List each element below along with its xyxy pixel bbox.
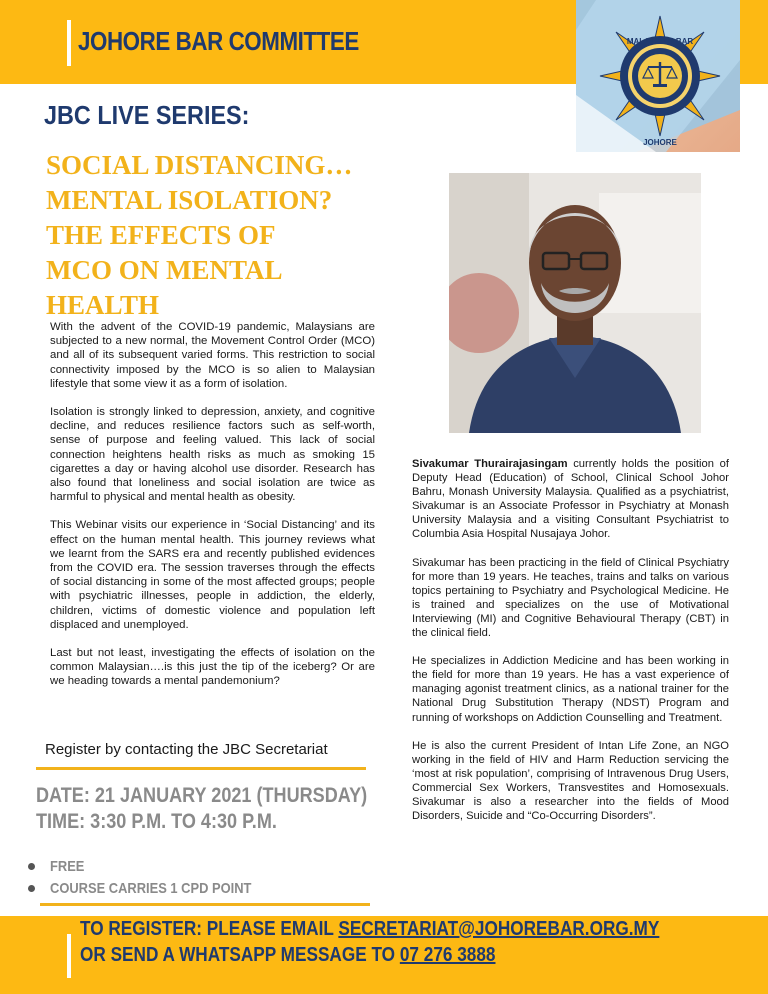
headline-line: SOCIAL DISTANCING… <box>46 150 353 180</box>
bio-text: currently holds the position of Deputy Head (Education) of School, Clinical School Johor Bahru, Monash University Malaysia. Qualified as a psychiatrist, Sivakumar is an Associate Professor in Psychiatry at Monash University Malaysia and a visiting Consultant Psychiatrist to Columbia Asia Hospital Nusajaya Johor. <box>412 458 729 541</box>
email-link[interactable]: SECRETARIAT@JOHOREBAR.ORG.MY <box>338 918 660 940</box>
webinar-headline <box>46 148 386 323</box>
speaker-bio <box>412 457 729 837</box>
headline-line: MENTAL ISOLATION? <box>46 185 333 215</box>
logo-top-text: MALAYSIAN BAR <box>626 37 694 46</box>
footer-whatsapp-line <box>80 944 496 967</box>
divider <box>40 903 370 906</box>
headline-line: MCO ON MENTAL <box>46 255 283 285</box>
event-time: TIME: 3:30 P.M. TO 4:30 P.M. <box>36 810 277 833</box>
header-accent-bar <box>67 20 71 66</box>
page-title: JOHORE BAR COMMITTEE <box>78 26 359 56</box>
description-paragraph: Last but not least, investigating the effects of isolation on the common Malaysian….is this just the tip of the iceberg? Or are we heading towards a mental pandemonium? <box>50 647 375 688</box>
headline-line: THE EFFECTS OF <box>46 220 276 250</box>
footer-accent-bar <box>67 934 71 978</box>
bio-paragraph: He specializes in Addiction Medicine and has been working in the field for more than 19 years. He has a vast experience of managing agonist treatment clinics, as a national trainer for the National Drug Substitution Therapy (NDST) Program and running of workshops on Addiction Counselling and Treatment. <box>412 655 729 724</box>
logo-bottom-text: JOHORE <box>643 138 677 147</box>
logo-panel <box>576 0 740 152</box>
highlight-text: FREE <box>50 857 85 875</box>
header-band-right <box>740 0 768 84</box>
register-note: Register by contacting the JBC Secretariat <box>45 741 328 758</box>
description-paragraph: This Webinar visits our experience in ‘Social Distancing’ and its effect on the human mental health. This journey reviews what we learnt from the SARS era and recently published evidences from the COVID era. The session traverses through the effects of social distancing in some of the most affected groups; people with psychiatric illnesses, people in addiction, the elderly, children, victims of domestic violence and population left displaced and unemployed. <box>50 519 375 631</box>
bio-paragraph: He is also the current President of Intan Life Zone, an NGO working in the field of HIV and Harm Reduction servicing the ‘most at risk population’, comprising of Intravenous Drug Users, Commercial Sex Workers, Transvestites and Homosexuals. Sivakumar is also a researcher into the fields of Mood Disorders, Suicide and “Co-Occurring Disorders”. <box>412 739 729 823</box>
bio-paragraph: Sivakumar has been practicing in the field of Clinical Psychiatry for more than 19 years. He teaches, trains and talks on various topics pertaining to Psychiatry and Psychological Medicine. He is trained and specializes on the use of Motivational Interviewing (MI) and Cognitive Behavioural Therapy (CBT) in the clinical field. <box>412 556 729 640</box>
speaker-portrait-icon <box>449 173 701 433</box>
footer-email-line <box>80 918 659 941</box>
bullet-icon <box>28 863 35 870</box>
event-date: DATE: 21 JANUARY 2021 (THURSDAY) <box>36 784 368 807</box>
malaysian-bar-emblem-icon <box>576 0 740 152</box>
list-item <box>28 855 284 877</box>
headline-line: HEALTH <box>46 290 160 320</box>
highlight-text: COURSE CARRIES 1 CPD POINT <box>50 879 252 897</box>
description-paragraph: With the advent of the COVID-19 pandemic, Malaysians are subjected to a new normal, the Movement Control Order (MCO) and all of its subsequent varied forms. This restriction to social connectivity imposed by the MCO is so alien to Malaysian lifestyle that some view it as a form of isolation. <box>50 321 375 390</box>
bullet-icon <box>28 885 35 892</box>
webinar-description <box>50 320 375 703</box>
bio-paragraph <box>412 457 729 542</box>
list-item <box>28 877 284 899</box>
footer-email-prefix: TO REGISTER: PLEASE EMAIL <box>80 918 339 940</box>
series-title: JBC LIVE SERIES: <box>44 100 250 130</box>
description-paragraph: Isolation is strongly linked to depression, anxiety, and cognitive decline, and reduces resilience factors such as self-worth, sense of purpose and feeling valued. This lack of social connection heightens health risks as much as smoking 15 cigarettes a day or having alcohol use disorder. Research has also found that loneliness and social isolation are twice as harmful to physical and mental health as obesity. <box>50 406 375 504</box>
event-highlights <box>28 855 284 899</box>
footer-whatsapp-prefix: OR SEND A WHATSAPP MESSAGE TO <box>80 944 400 966</box>
speaker-name: Sivakumar Thurairajasingam <box>412 458 568 470</box>
speaker-photo <box>449 173 701 433</box>
phone-link[interactable]: 07 276 3888 <box>399 944 496 966</box>
divider <box>36 767 366 770</box>
